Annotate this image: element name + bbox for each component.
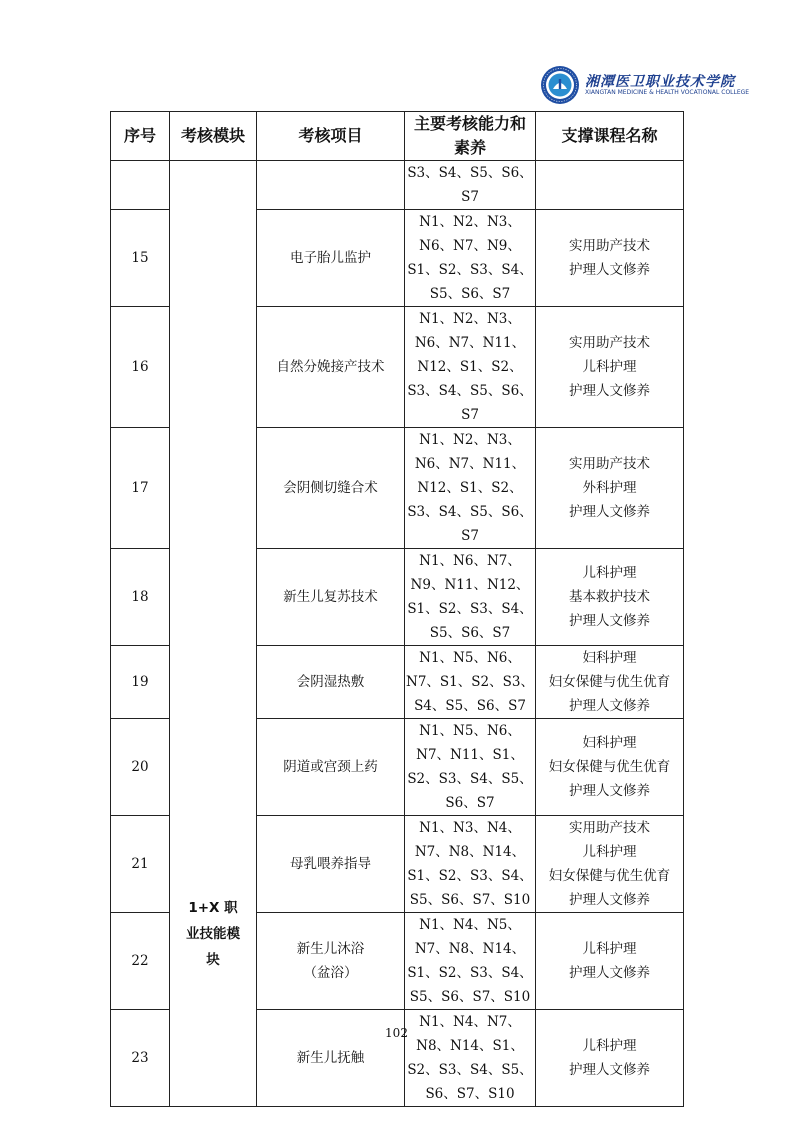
abilities-cell: N1、N2、N3、N6、N7、N11、N12、S1、S2、S3、S4、S5、S6、S7 <box>405 307 536 428</box>
course-name: 儿科护理 <box>582 565 637 581</box>
course-name: 护理人文修养 <box>569 965 650 981</box>
courses-cell <box>536 816 684 913</box>
course-name: 儿科护理 <box>582 844 637 860</box>
course-name: 护理人文修养 <box>569 783 650 799</box>
course-name: 护理人文修养 <box>569 613 650 629</box>
abilities-cell: N1、N2、N3、N6、N7、N11、N12、S1、S2、S3、S4、S5、S6、S7 <box>405 428 536 549</box>
row-number: 20 <box>111 719 170 816</box>
course-name: 妇女保健与优生优育 <box>548 868 671 884</box>
course-name: 基本救护技术 <box>569 589 650 605</box>
assessment-table <box>110 111 684 1107</box>
abilities-cell: N1、N4、N7、N8、N14、S1、S2、S3、S4、S5、S6、S7、S10 <box>405 1010 536 1107</box>
table-row <box>111 161 684 210</box>
course-name: 实用助产技术 <box>569 335 650 351</box>
row-number: 23 <box>111 1010 170 1107</box>
assessment-item: 阴道或宫颈上药 <box>257 719 405 816</box>
assessment-item <box>257 161 405 210</box>
logo-english-name: XIANGTAN MEDICINE & HEALTH VOCATIONAL COLLEGE <box>585 88 750 96</box>
course-name: 妇科护理 <box>582 650 637 666</box>
courses-cell <box>536 161 684 210</box>
course-name: 护理人文修养 <box>569 262 650 278</box>
courses-cell <box>536 719 684 816</box>
row-number: 22 <box>111 913 170 1010</box>
course-name: 妇女保健与优生优育 <box>548 674 671 690</box>
course-name: 护理人文修养 <box>569 1062 650 1078</box>
college-seal-icon <box>540 65 580 105</box>
row-number: 21 <box>111 816 170 913</box>
row-number: 17 <box>111 428 170 549</box>
row-number: 19 <box>111 646 170 719</box>
assessment-item: 自然分娩接产技术 <box>257 307 405 428</box>
table-header-row <box>111 112 684 161</box>
course-name: 实用助产技术 <box>569 820 650 836</box>
course-name: 实用助产技术 <box>569 238 650 254</box>
course-name: 护理人文修养 <box>569 504 650 520</box>
course-name: 护理人文修养 <box>569 383 650 399</box>
header-module: 考核模块 <box>170 112 257 161</box>
courses-cell <box>536 210 684 307</box>
header-abilities: 主要考核能力和素养 <box>405 112 536 161</box>
assessment-item: 母乳喂养指导 <box>257 816 405 913</box>
abilities-cell: N1、N2、N3、N6、N7、N9、S1、S2、S3、S4、S5、S6、S7 <box>405 210 536 307</box>
assessment-item: 电子胎儿监护 <box>257 210 405 307</box>
logo-chinese-name: 湘潭医卫职业技术学院 <box>585 73 735 90</box>
course-name: 妇科护理 <box>582 735 637 751</box>
assessment-item: 新生儿沐浴（盆浴） <box>257 913 405 1010</box>
row-number <box>111 161 170 210</box>
header-seq: 序号 <box>111 112 170 161</box>
header-item: 考核项目 <box>257 112 405 161</box>
course-name: 儿科护理 <box>582 941 637 957</box>
courses-cell <box>536 646 684 719</box>
abilities-cell: N1、N3、N4、N7、N8、N14、S1、S2、S3、S4、S5、S6、S7、S10 <box>405 816 536 913</box>
page-number: 102 <box>385 1026 408 1040</box>
abilities-cell: S3、S4、S5、S6、S7 <box>405 161 536 210</box>
courses-cell <box>536 307 684 428</box>
abilities-cell: N1、N5、N6、N7、N11、S1、S2、S3、S4、S5、S6、S7 <box>405 719 536 816</box>
row-number: 18 <box>111 549 170 646</box>
courses-cell <box>536 549 684 646</box>
courses-cell <box>536 913 684 1010</box>
course-name: 儿科护理 <box>582 359 637 375</box>
course-name: 外科护理 <box>582 480 637 496</box>
course-name: 实用助产技术 <box>569 456 650 472</box>
assessment-item: 新生儿抚触 <box>257 1010 405 1107</box>
course-name: 护理人文修养 <box>569 698 650 714</box>
assessment-item: 会阴侧切缝合术 <box>257 428 405 549</box>
header-courses: 支撑课程名称 <box>536 112 684 161</box>
module-label: 1+X 职业技能模块 <box>186 899 240 968</box>
courses-cell <box>536 1010 684 1107</box>
assessment-item: 会阴湿热敷 <box>257 646 405 719</box>
row-number: 15 <box>111 210 170 307</box>
abilities-cell: N1、N4、N5、N7、N8、N14、S1、S2、S3、S4、S5、S6、S7、S10 <box>405 913 536 1010</box>
course-name: 妇女保健与优生优育 <box>548 759 671 775</box>
assessment-item: 新生儿复苏技术 <box>257 549 405 646</box>
abilities-cell: N1、N5、N6、N7、S1、S2、S3、S4、S5、S6、S7 <box>405 646 536 719</box>
module-cell <box>170 161 257 1107</box>
courses-cell <box>536 428 684 549</box>
college-logo <box>540 64 750 106</box>
row-number: 16 <box>111 307 170 428</box>
abilities-cell: N1、N6、N7、N9、N11、N12、S1、S2、S3、S4、S5、S6、S7 <box>405 549 536 646</box>
course-name: 护理人文修养 <box>569 892 650 908</box>
course-name: 儿科护理 <box>582 1038 637 1054</box>
